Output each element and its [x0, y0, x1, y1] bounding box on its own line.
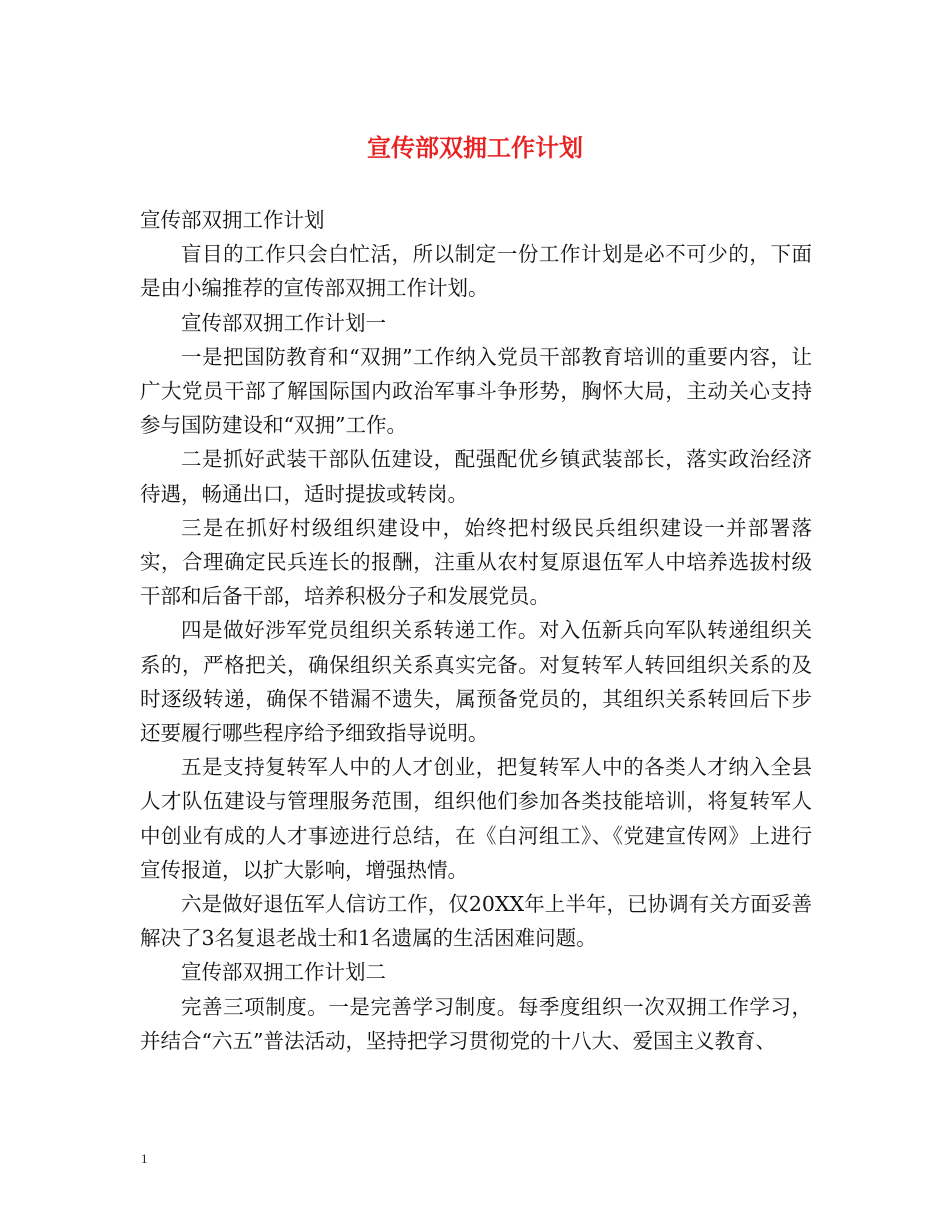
page-number: 1 — [141, 1151, 148, 1166]
section-heading-plan-two: 宣传部双拥工作计划二 — [181, 960, 386, 985]
document-title: 宣传部双拥工作计划 — [367, 133, 583, 162]
paragraph-intro: 盲目的工作只会白忙活，所以制定一份工作计划是必不可少的，下面是由小编推荐的宣传部双拥工作计划。 — [140, 242, 812, 301]
paragraph-item-two: 二是抓好武装干部队伍建设，配强配优乡镇武装部长，落实政治经济待遇，畅通出口，适时提拔或转岗。 — [140, 447, 812, 506]
document-heading: 宣传部双拥工作计划 — [140, 208, 325, 232]
paragraph-item-six: 六是做好退伍军人信访工作，仅20XX年上半年，已协调有关方面妥善解决了3名复退老战士和1名遗属的生活困难问题。 — [140, 892, 812, 951]
paragraph-item-one: 一是把国防教育和“双拥”工作纳入党员干部教育培训的重要内容，让广大党员干部了解国际国内政治军事斗争形势，胸怀大局，主动关心支持参与国防建设和“双拥”工作。 — [140, 344, 812, 438]
paragraph-item-three: 三是在抓好村级组织建设中，始终把村级民兵组织建设一并部署落实，合理确定民兵连长的报酬，注重从农村复原退伍军人中培养选拔村级干部和后备干部，培养积极分子和发展党员。 — [140, 515, 812, 609]
document-body — [140, 203, 812, 1058]
paragraph-three-systems: 完善三项制度。一是完善学习制度。每季度组织一次双拥工作学习，并结合“六五”普法活动，坚持把学习贯彻党的十八大、爱国主义教育、 — [140, 994, 812, 1053]
paragraph-item-four: 四是做好涉军党员组织关系转递工作。对入伍新兵向军队转递组织关系的，严格把关，确保组织关系真实完备。对复转军人转回组织关系的及时逐级转递，确保不错漏不遗失，属预备党员的，其组织关系转回后下步还要履行哪些程序给予细致指导说明。 — [140, 618, 812, 746]
paragraph-item-five: 五是支持复转军人中的人才创业，把复转军人中的各类人才纳入全县人才队伍建设与管理服务范围，组织他们参加各类技能培训，将复转军人中创业有成的人才事迹进行总结，在《白河组工》、《党建宣传网》上进行宣传报道，以扩大影响，增强热情。 — [140, 755, 812, 882]
section-heading-plan-one: 宣传部双拥工作计划一 — [181, 310, 386, 335]
